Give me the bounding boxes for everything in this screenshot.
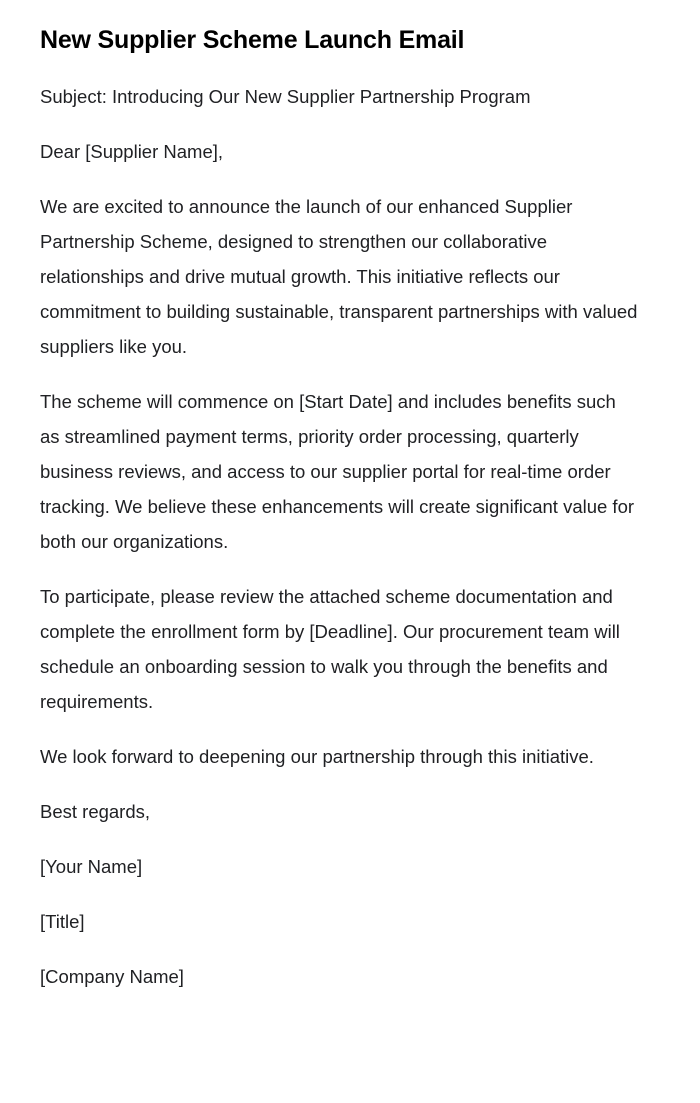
- document-body: [40, 79, 660, 994]
- body-paragraph-3: To participate, please review the attached scheme documentation and complete the enrollment form by [Deadline]. Our procurement team will schedule an onboarding session to walk you through the benefits and requirements.: [40, 585, 620, 712]
- salutation: Dear [Supplier Name],: [40, 140, 224, 162]
- subject-line: Subject: Introducing Our New Supplier Partnership Program: [40, 85, 531, 107]
- closing: Best regards,: [40, 800, 151, 822]
- document-title: New Supplier Scheme Launch Email: [40, 26, 465, 54]
- body-paragraph-4: We look forward to deepening our partnership through this initiative.: [40, 745, 594, 767]
- body-paragraph-1: We are excited to announce the launch of our enhanced Supplier Partnership Scheme, designed to strengthen our collaborative relationships and drive mutual growth. This initiative reflects our commitment to building sustainable, transparent partnerships with valued suppliers like you.: [40, 195, 638, 357]
- signature-name: [Your Name]: [40, 855, 143, 877]
- signature-company: [Company Name]: [40, 965, 184, 987]
- body-paragraph-2: The scheme will commence on [Start Date] and includes benefits such as streamlined payment terms, priority order processing, quarterly business reviews, and access to our supplier portal for real-time order tracking. We believe these enhancements will create significant value for both our organizations.: [40, 390, 635, 552]
- signature-title: [Title]: [40, 910, 85, 932]
